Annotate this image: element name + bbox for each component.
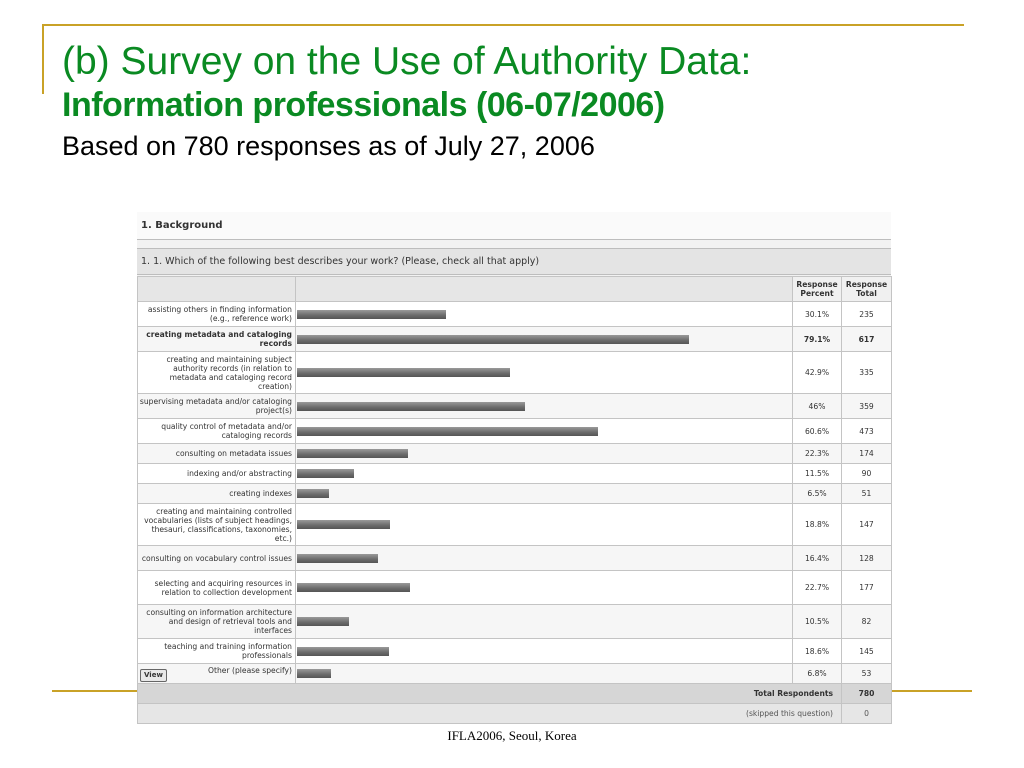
table-row [138, 394, 892, 419]
bar-cell [296, 419, 793, 444]
row-label: creating indexes [229, 489, 292, 498]
row-label: creating and maintaining controlled vocabularies (lists of subject headings, thesauri, classifications, taxonomies, etc.) [144, 506, 292, 543]
response-total: 82 [842, 605, 892, 639]
response-percent: 18.6% [793, 639, 842, 664]
response-percent: 6.8% [793, 664, 842, 684]
table-row [138, 352, 892, 394]
table-row [138, 444, 892, 464]
section-title: 1. Background [137, 212, 891, 240]
row-label-cell [138, 327, 296, 352]
response-total: 177 [842, 571, 892, 605]
row-label-cell [138, 546, 296, 571]
bar-cell [296, 504, 793, 546]
row-label: creating and maintaining subject authority records (in relation to metadata and cataloging record creation) [166, 354, 292, 391]
header-percent: Response Percent [793, 277, 842, 302]
bar-cell [296, 639, 793, 664]
row-label: supervising metadata and/or cataloging project(s) [139, 397, 292, 415]
table-header [138, 277, 892, 302]
row-label-cell [138, 639, 296, 664]
response-total: 359 [842, 394, 892, 419]
response-bar [297, 647, 389, 656]
response-percent: 10.5% [793, 605, 842, 639]
response-percent: 79.1% [793, 327, 842, 352]
response-percent: 22.3% [793, 444, 842, 464]
row-label-cell [138, 504, 296, 546]
bar-cell [296, 571, 793, 605]
response-percent: 60.6% [793, 419, 842, 444]
header-total: Response Total [842, 277, 892, 302]
response-percent: 16.4% [793, 546, 842, 571]
row-label-cell [138, 464, 296, 484]
skipped-label: (skipped this question) [138, 704, 842, 724]
response-bar [297, 335, 689, 344]
table-row [138, 639, 892, 664]
bar-cell [296, 605, 793, 639]
response-bar [297, 449, 408, 458]
response-bar [297, 368, 510, 377]
table-row [138, 419, 892, 444]
title-line-1: (b) Survey on the Use of Authority Data: [62, 40, 752, 83]
response-total: 128 [842, 546, 892, 571]
row-label-cell [138, 484, 296, 504]
response-total: 335 [842, 352, 892, 394]
row-label: assisting others in finding information (e.g., reference work) [147, 305, 292, 323]
row-label-cell [138, 605, 296, 639]
response-bar [297, 310, 446, 319]
row-label-cell [138, 302, 296, 327]
response-percent: 30.1% [793, 302, 842, 327]
total-respondents-value: 780 [842, 684, 892, 704]
bar-cell [296, 546, 793, 571]
left-rule [42, 24, 44, 94]
title-line-2: Information professionals (06-07/2006) [62, 86, 665, 124]
row-label: consulting on vocabulary control issues [141, 553, 292, 563]
response-percent: 22.7% [793, 571, 842, 605]
bar-cell [296, 664, 793, 684]
row-label: Other (please specify) [208, 665, 292, 675]
response-bar [297, 469, 354, 478]
row-label: quality control of metadata and/or cataloging records [161, 422, 292, 440]
response-total: 235 [842, 302, 892, 327]
row-label-cell [138, 394, 296, 419]
bar-cell [296, 444, 793, 464]
view-button[interactable]: View [140, 669, 167, 682]
table-row [138, 327, 892, 352]
response-percent: 6.5% [793, 484, 842, 504]
header-blank-bar [296, 277, 793, 302]
survey-screenshot [137, 212, 891, 720]
total-respondents-label: Total Respondents [138, 684, 842, 704]
response-total: 473 [842, 419, 892, 444]
top-rule [42, 24, 964, 26]
slide-footer: IFLA2006, Seoul, Korea [447, 728, 577, 743]
response-bar [297, 583, 410, 592]
bar-cell [296, 464, 793, 484]
row-label-cell [138, 419, 296, 444]
response-percent: 46% [793, 394, 842, 419]
response-bar [297, 489, 329, 498]
response-total: 147 [842, 504, 892, 546]
response-percent: 42.9% [793, 352, 842, 394]
bottom-rule-left [52, 690, 138, 692]
question-text: 1. 1. Which of the following best describes your work? (Please, check all that apply) [137, 248, 891, 275]
row-label: selecting and acquiring resources in relation to collection development [154, 578, 292, 597]
table-row [138, 464, 892, 484]
table-row [138, 484, 892, 504]
row-label-cell [138, 352, 296, 394]
response-total: 617 [842, 327, 892, 352]
bottom-rule-right [891, 690, 972, 692]
response-total: 145 [842, 639, 892, 664]
response-bar [297, 554, 378, 563]
response-percent: 11.5% [793, 464, 842, 484]
response-bar [297, 402, 525, 411]
bar-cell [296, 352, 793, 394]
bar-cell [296, 302, 793, 327]
row-label-cell [138, 664, 296, 684]
response-percent: 18.8% [793, 504, 842, 546]
row-label: teaching and training information professionals [164, 642, 292, 660]
slide-title [62, 40, 962, 166]
table-row [138, 302, 892, 327]
response-bar [297, 427, 598, 436]
table-row [138, 571, 892, 605]
response-total: 90 [842, 464, 892, 484]
table-row [138, 504, 892, 546]
title-line-3: Based on 780 responses as of July 27, 2006 [62, 131, 595, 161]
bar-cell [296, 484, 793, 504]
total-respondents-row [138, 684, 892, 704]
response-total: 174 [842, 444, 892, 464]
row-label: indexing and/or abstracting [186, 469, 292, 478]
row-label: creating metadata and cataloging records [146, 330, 292, 348]
table-row [138, 546, 892, 571]
skipped-row [138, 704, 892, 724]
response-bar [297, 669, 331, 678]
response-total: 51 [842, 484, 892, 504]
results-table [137, 276, 892, 724]
row-label-cell [138, 571, 296, 605]
table-row [138, 605, 892, 639]
row-label-cell [138, 444, 296, 464]
table-row [138, 664, 892, 684]
row-label: consulting on metadata issues [175, 449, 292, 458]
response-bar [297, 520, 390, 529]
row-label: consulting on information architecture and design of retrieval tools and interfaces [146, 608, 292, 635]
response-bar [297, 617, 349, 626]
skipped-value: 0 [842, 704, 892, 724]
response-total: 53 [842, 664, 892, 684]
bar-cell [296, 327, 793, 352]
header-blank [138, 277, 296, 302]
bar-cell [296, 394, 793, 419]
